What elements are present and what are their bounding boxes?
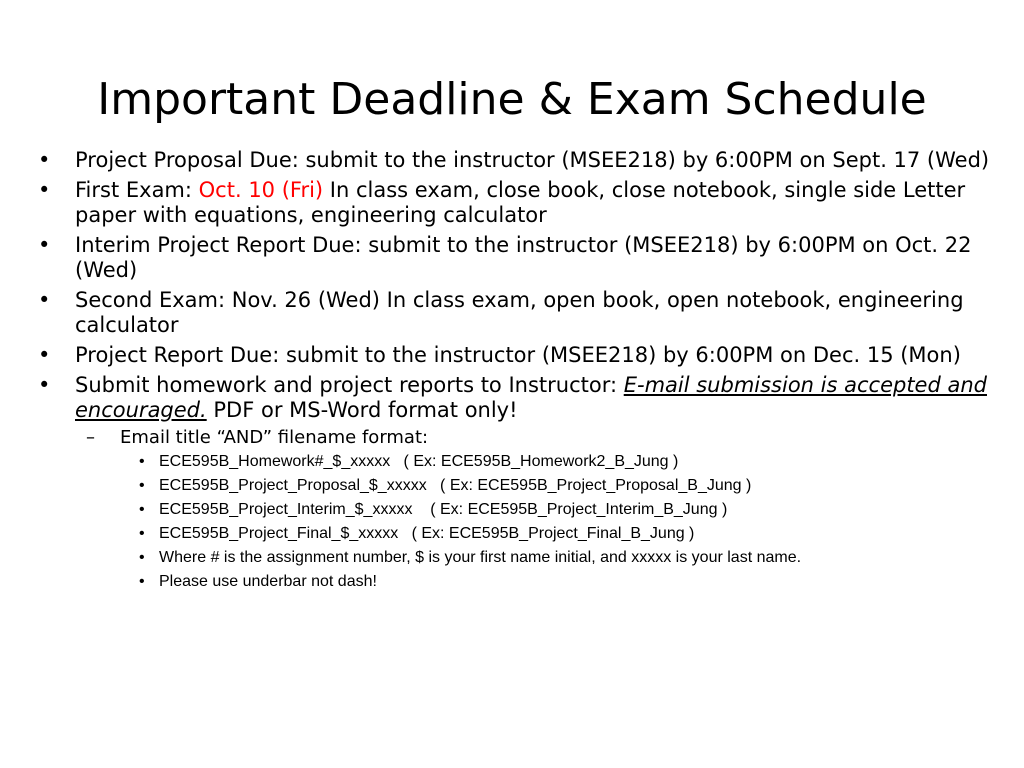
bullet-icon: • [139,501,145,518]
bullet-icon: • [139,453,145,470]
email-emphasis: E-mail submission is accepted and encouraged. [75,373,987,422]
item-prefix: Submit homework and project reports to Instructor: [75,373,624,397]
item-text: PDF or MS-Word format only! [206,398,518,422]
filename-note-text: Where # is the assignment number, $ is your first name initial, and xxxxx is your last name. [159,549,802,566]
bullet-icon: • [38,233,51,257]
bullet-icon: • [38,148,51,172]
filename-note-item [137,572,998,591]
slide-title: Important Deadline & Exam Schedule [97,74,927,125]
slide-body [38,148,998,596]
bullet-icon: • [139,477,145,494]
list-item [38,148,998,173]
bullet-icon: • [139,573,145,590]
bullet-icon: • [139,525,145,542]
bullet-icon: • [139,549,145,566]
list-item [38,178,998,228]
item-text: Project Proposal Due: submit to the instructor (MSEE218) by 6:00PM on Sept. 17 (Wed) [75,148,990,172]
filename-example-item [137,524,998,543]
schedule-list [38,148,998,591]
list-item [38,233,998,283]
list-item [38,373,998,591]
filename-example-item [137,500,998,519]
item-prefix: First Exam: [75,178,199,202]
bullet-icon: • [38,288,51,312]
bullet-icon: • [38,178,51,202]
bullet-icon: • [38,343,51,367]
exam-date-highlight: Oct. 10 (Fri) [198,178,324,202]
item-text: Second Exam: Nov. 26 (Wed) In class exam, open book, open notebook, engineering calculator [75,288,964,337]
list-item [38,288,998,338]
filename-note-text: Please use underbar not dash! [159,573,377,590]
filename-examples-list [137,452,998,591]
dash-icon: – [86,427,95,448]
sub-list-item [86,426,998,591]
list-item [38,343,998,368]
filename-example-item [137,452,998,471]
filename-example-item [137,476,998,495]
bullet-icon: • [38,373,51,397]
item-text: In class exam, close book, close notebook, single side Letter paper with equations, engineering calculator [75,178,966,227]
sub-item-text: Email title “AND” filename format: [120,427,429,448]
item-text: Interim Project Report Due: submit to the instructor (MSEE218) by 6:00PM on Oct. 22 (Wed) [75,233,972,282]
filename-example-text: ECE595B_Homework#_$_xxxxx ( Ex: ECE595B_Homework2_B_Jung ) [159,453,679,470]
filename-format-list [86,426,998,591]
filename-example-text: ECE595B_Project_Final_$_xxxxx ( Ex: ECE595B_Project_Final_B_Jung ) [159,525,695,542]
filename-example-text: ECE595B_Project_Interim_$_xxxxx ( Ex: ECE595B_Project_Interim_B_Jung ) [159,501,728,518]
item-text: Project Report Due: submit to the instructor (MSEE218) by 6:00PM on Dec. 15 (Mon) [75,343,961,367]
filename-example-text: ECE595B_Project_Proposal_$_xxxxx ( Ex: ECE595B_Project_Proposal_B_Jung ) [159,477,752,494]
filename-note-item [137,548,998,567]
